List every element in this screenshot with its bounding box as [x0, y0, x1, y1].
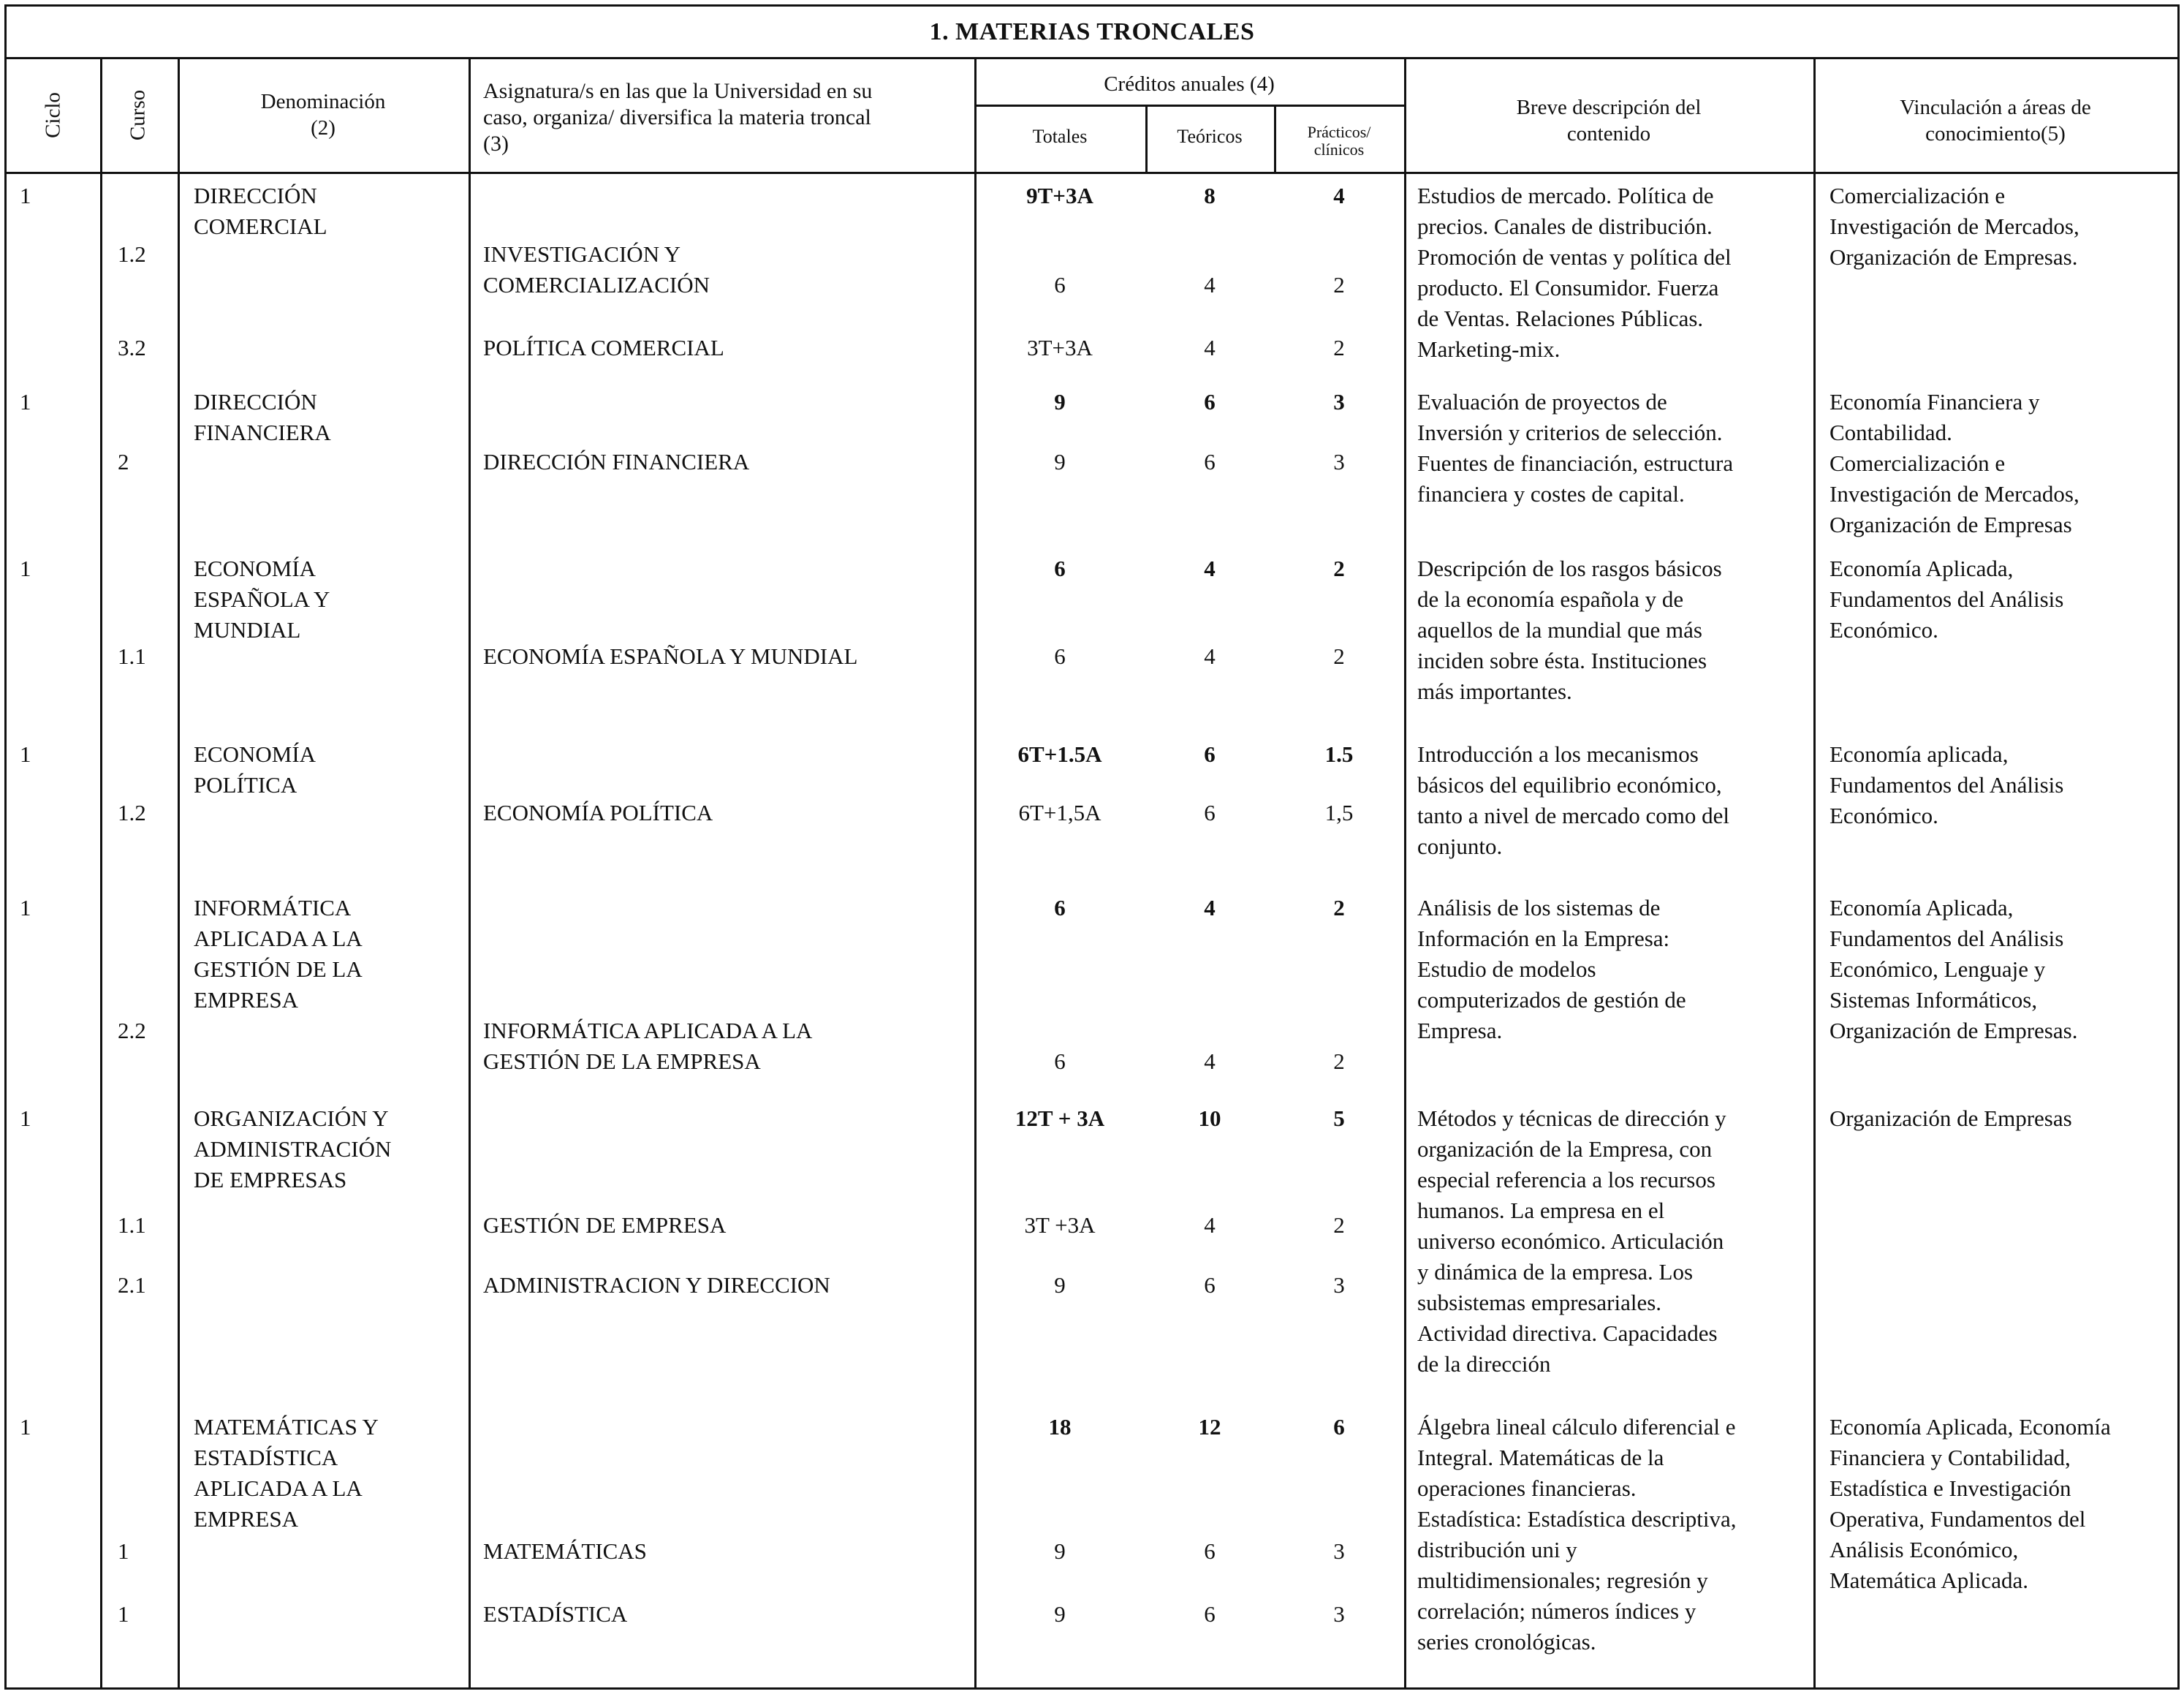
cell-descripcion: de la economía española y de: [1417, 586, 1684, 612]
cell-totales: 9: [1054, 389, 1066, 415]
cell-descripcion: aquellos de la mundial que más: [1417, 617, 1702, 643]
cell-ciclo: 1: [20, 895, 31, 920]
cell-descripcion: financiera y costes de capital.: [1417, 481, 1685, 507]
cell-subject-totales: 9: [1054, 449, 1066, 474]
cell-subject-teoricos: 4: [1204, 1212, 1216, 1238]
column-divider: [974, 59, 977, 1690]
cell-denominacion: FINANCIERA: [194, 420, 331, 445]
header-denominacion-note: (2): [311, 116, 335, 140]
cell-teoricos: 6: [1204, 741, 1216, 767]
cell-denominacion: ECONOMÍA: [194, 741, 316, 767]
cell-asignatura: COMERCIALIZACIÓN: [483, 272, 710, 298]
cell-descripcion: Inversión y criterios de selección.: [1417, 420, 1723, 445]
cell-practicos: 3: [1333, 389, 1345, 415]
cell-vinculacion: Economía Aplicada, Economía: [1830, 1414, 2111, 1440]
cell-descripcion: Marketing-mix.: [1417, 336, 1561, 362]
header-asignaturas-line2: caso, organiza/ diversifica la materia troncal: [483, 105, 871, 129]
cell-subject-totales: 6T+1,5A: [1018, 800, 1102, 825]
header-descripcion: [1404, 94, 1813, 147]
header-creditos: Créditos anuales (4): [1104, 72, 1275, 96]
cell-descripcion: de Ventas. Relaciones Públicas.: [1417, 306, 1704, 331]
cell-subject-totales: 6: [1054, 272, 1066, 298]
column-divider: [1813, 59, 1816, 1690]
cell-denominacion: EMPRESA: [194, 987, 298, 1013]
cell-asignatura: POLÍTICA COMERCIAL: [483, 335, 724, 360]
cell-curso: 1.1: [118, 1212, 146, 1238]
header-asignaturas-line3: (3): [483, 132, 509, 156]
cell-descripcion: Introducción a los mecanismos: [1417, 741, 1699, 767]
column-divider: [469, 59, 471, 1690]
cell-denominacion: ECONOMÍA: [194, 556, 316, 581]
cell-subject-teoricos: 4: [1204, 643, 1216, 669]
cell-vinculacion: Estadística e Investigación: [1830, 1475, 2071, 1501]
cell-descripcion: producto. El Consumidor. Fuerza: [1417, 275, 1719, 300]
cell-curso: 1.2: [118, 800, 146, 825]
column-divider: [1404, 59, 1406, 1690]
cell-descripcion: organización de la Empresa, con: [1417, 1136, 1713, 1162]
cell-descripcion: correlación; números índices y: [1417, 1598, 1696, 1624]
header-teoricos: Teóricos: [1177, 126, 1243, 147]
cell-descripcion: conjunto.: [1417, 833, 1503, 859]
cell-descripcion: Estudios de mercado. Política de: [1417, 183, 1714, 208]
cell-descripcion: multidimensionales; regresión y: [1417, 1568, 1708, 1593]
column-divider: [178, 59, 180, 1690]
header-denominacion: [178, 88, 469, 141]
header-vinculacion-line2: conocimiento(5): [1925, 122, 2066, 145]
cell-asignatura: ECONOMÍA POLÍTICA: [483, 800, 713, 825]
cell-subject-practicos: 2: [1333, 643, 1345, 669]
cell-subject-totales: 6: [1054, 1048, 1066, 1074]
cell-teoricos: 12: [1198, 1414, 1221, 1440]
cell-vinculacion: Análisis Económico,: [1830, 1537, 2019, 1562]
cell-descripcion: Análisis de los sistemas de: [1417, 895, 1661, 920]
cell-vinculacion: Organización de Empresas: [1830, 512, 2072, 537]
cell-practicos: 6: [1333, 1414, 1345, 1440]
cell-curso: 2.1: [118, 1272, 146, 1298]
cell-totales: 18: [1048, 1414, 1072, 1440]
cell-subject-teoricos: 6: [1204, 800, 1216, 825]
cell-vinculacion: Fundamentos del Análisis: [1830, 586, 2064, 612]
cell-vinculacion: Matemática Aplicada.: [1830, 1568, 2028, 1593]
cell-subject-totales: 3T+3A: [1027, 335, 1093, 360]
cell-subject-practicos: 1,5: [1324, 800, 1354, 825]
cell-denominacion: GESTIÓN DE LA: [194, 956, 363, 982]
cell-descripcion: especial referencia a los recursos: [1417, 1167, 1715, 1192]
cell-practicos: 2: [1333, 556, 1345, 581]
header-bottom-rule: [7, 172, 2177, 174]
cell-practicos: 1.5: [1324, 741, 1354, 767]
cell-descripcion: Promoción de ventas y política del: [1417, 244, 1732, 270]
cell-vinculacion: Financiera y Contabilidad,: [1830, 1445, 2071, 1470]
cell-curso: 2: [118, 449, 129, 474]
cell-vinculacion: Economía Financiera y: [1830, 389, 2040, 415]
cell-teoricos: 4: [1204, 556, 1216, 581]
cell-descripcion: Integral. Matemáticas de la: [1417, 1445, 1664, 1470]
cell-subject-teoricos: 4: [1204, 335, 1216, 360]
cell-descripcion: inciden sobre ésta. Instituciones: [1417, 648, 1707, 673]
cell-ciclo: 1: [20, 1414, 31, 1440]
cell-vinculacion: Fundamentos del Análisis: [1830, 772, 2064, 798]
header-vinculacion: [1813, 94, 2177, 147]
cell-denominacion: ESPAÑOLA Y: [194, 586, 330, 612]
cell-practicos: 5: [1333, 1105, 1345, 1131]
cell-descripcion: computerizados de gestión de: [1417, 987, 1686, 1013]
cell-denominacion: INFORMÁTICA: [194, 895, 352, 920]
cell-descripcion: Álgebra lineal cálculo diferencial e: [1417, 1414, 1736, 1440]
header-practicos-line1: Prácticos/: [1307, 123, 1371, 141]
cell-subject-totales: 9: [1054, 1272, 1066, 1298]
cell-vinculacion: Fundamentos del Análisis: [1830, 926, 2064, 951]
cell-vinculacion: Economía aplicada,: [1830, 741, 2009, 767]
cell-vinculacion: Organización de Empresas.: [1830, 244, 2078, 270]
cell-subject-practicos: 2: [1333, 272, 1345, 298]
cell-subject-totales: 9: [1054, 1601, 1066, 1627]
cell-denominacion: APLICADA A LA: [194, 926, 363, 951]
cell-subject-practicos: 2: [1333, 335, 1345, 360]
cell-ciclo: 1: [20, 1105, 31, 1131]
header-totales: Totales: [1032, 126, 1088, 147]
cell-curso: 2.2: [118, 1018, 146, 1043]
cell-descripcion: Empresa.: [1417, 1018, 1503, 1043]
cell-asignatura: DIRECCIÓN FINANCIERA: [483, 449, 750, 474]
header-practicos: [1274, 124, 1404, 159]
cell-totales: 6: [1054, 895, 1066, 920]
cell-denominacion: EMPRESA: [194, 1506, 298, 1532]
cell-descripcion: distribución uni y: [1417, 1537, 1577, 1562]
cell-denominacion: COMERCIAL: [194, 213, 327, 239]
cell-denominacion: ESTADÍSTICA: [194, 1445, 338, 1470]
cell-curso: 3.2: [118, 335, 146, 360]
cell-subject-teoricos: 4: [1204, 272, 1216, 298]
cell-asignatura: ECONOMÍA ESPAÑOLA Y MUNDIAL: [483, 643, 858, 669]
cell-subject-totales: 6: [1054, 643, 1066, 669]
cell-ciclo: 1: [20, 556, 31, 581]
cell-totales: 6: [1054, 556, 1066, 581]
cell-subject-teoricos: 6: [1204, 449, 1216, 474]
cell-descripcion: tanto a nivel de mercado como del: [1417, 803, 1729, 828]
cell-descripcion: Descripción de los rasgos básicos: [1417, 556, 1722, 581]
cell-asignatura: GESTIÓN DE EMPRESA: [483, 1212, 727, 1238]
cell-vinculacion: Investigación de Mercados,: [1830, 481, 2079, 507]
cell-vinculacion: Económico.: [1830, 803, 1938, 828]
cell-vinculacion: Economía Aplicada,: [1830, 556, 2014, 581]
cell-vinculacion: Económico.: [1830, 617, 1938, 643]
cell-subject-practicos: 2: [1333, 1212, 1345, 1238]
cell-teoricos: 10: [1198, 1105, 1221, 1131]
header-curso: Curso: [126, 89, 150, 141]
cell-subject-totales: 9: [1054, 1538, 1066, 1564]
cell-subject-practicos: 2: [1333, 1048, 1345, 1074]
cell-curso: 1: [118, 1601, 129, 1627]
cell-descripcion: Información en la Empresa:: [1417, 926, 1670, 951]
cell-denominacion: MUNDIAL: [194, 617, 301, 643]
cell-vinculacion: Sistemas Informáticos,: [1830, 987, 2038, 1013]
cell-vinculacion: Económico, Lenguaje y: [1830, 956, 2046, 982]
cell-denominacion: MATEMÁTICAS Y: [194, 1414, 379, 1440]
cell-subject-teoricos: 4: [1204, 1048, 1216, 1074]
cell-asignatura: ESTADÍSTICA: [483, 1601, 628, 1627]
cell-descripcion: y dinámica de la empresa. Los: [1417, 1259, 1694, 1285]
cell-asignatura: GESTIÓN DE LA EMPRESA: [483, 1048, 761, 1074]
cell-totales: 9T+3A: [1026, 183, 1093, 208]
header-asignaturas-line1: Asignatura/s en las que la Universidad en su: [483, 79, 873, 103]
cell-vinculacion: Comercialización e: [1830, 450, 2006, 476]
cell-descripcion: Actividad directiva. Capacidades: [1417, 1320, 1718, 1346]
cell-subject-practicos: 3: [1333, 1538, 1345, 1564]
cell-descripcion: Evaluación de proyectos de: [1417, 389, 1667, 415]
cell-vinculacion: Comercialización e: [1830, 183, 2006, 208]
cell-practicos: 4: [1333, 183, 1345, 208]
cell-subject-totales: 3T +3A: [1024, 1212, 1096, 1238]
header-practicos-line2: clínicos: [1313, 140, 1365, 159]
cell-subject-teoricos: 6: [1204, 1272, 1216, 1298]
cell-denominacion: APLICADA A LA: [194, 1475, 363, 1501]
cell-practicos: 2: [1333, 895, 1345, 920]
cell-descripcion: más importantes.: [1417, 678, 1572, 704]
cell-denominacion: POLÍTICA: [194, 772, 297, 798]
cell-asignatura: MATEMÁTICAS: [483, 1538, 647, 1564]
cell-teoricos: 4: [1204, 895, 1216, 920]
cell-totales: 12T + 3A: [1015, 1105, 1105, 1131]
cell-ciclo: 1: [20, 389, 31, 415]
cell-descripcion: Estudio de modelos: [1417, 956, 1596, 982]
cell-denominacion: ORGANIZACIÓN Y: [194, 1105, 389, 1131]
cell-denominacion: DE EMPRESAS: [194, 1167, 347, 1192]
cell-vinculacion: Organización de Empresas: [1830, 1105, 2072, 1131]
cell-descripcion: subsistemas empresariales.: [1417, 1290, 1662, 1315]
cell-vinculacion: Investigación de Mercados,: [1830, 213, 2079, 239]
cell-ciclo: 1: [20, 741, 31, 767]
header-ciclo: Ciclo: [41, 92, 65, 138]
cell-denominacion: ADMINISTRACIÓN: [194, 1136, 392, 1162]
cell-descripcion: humanos. La empresa en el: [1417, 1198, 1665, 1223]
cell-ciclo: 1: [20, 183, 31, 208]
cell-descripcion: operaciones financieras.: [1417, 1475, 1637, 1501]
cell-descripcion: Métodos y técnicas de dirección y: [1417, 1105, 1726, 1131]
cell-teoricos: 6: [1204, 389, 1216, 415]
cell-subject-teoricos: 6: [1204, 1601, 1216, 1627]
header-asignaturas: [483, 78, 973, 157]
header-descripcion-line2: contenido: [1566, 122, 1651, 145]
cell-subject-practicos: 3: [1333, 1272, 1345, 1298]
header-descripcion-line1: Breve descripción del: [1516, 96, 1702, 119]
cell-subject-practicos: 3: [1333, 1601, 1345, 1627]
cell-descripcion: Fuentes de financiación, estructura: [1417, 450, 1734, 476]
cell-curso: 1.2: [118, 241, 146, 267]
document-title: 1. MATERIAS TRONCALES: [7, 7, 2177, 59]
cell-descripcion: series cronológicas.: [1417, 1629, 1596, 1655]
cell-asignatura: INFORMÁTICA APLICADA A LA: [483, 1018, 813, 1043]
header-denominacion-label: Denominación: [260, 90, 386, 113]
cell-asignatura: ADMINISTRACION Y DIRECCION: [483, 1272, 830, 1298]
column-divider: [100, 59, 102, 1690]
cell-vinculacion: Contabilidad.: [1830, 420, 1952, 445]
cell-descripcion: Estadística: Estadística descriptiva,: [1417, 1506, 1737, 1532]
credits-header-divider: [974, 105, 1404, 107]
document-sheet: [4, 4, 2180, 1690]
cell-descripcion: universo económico. Articulación: [1417, 1228, 1724, 1254]
cell-subject-practicos: 3: [1333, 449, 1345, 474]
cell-curso: 1.1: [118, 643, 146, 669]
cell-asignatura: INVESTIGACIÓN Y: [483, 241, 681, 267]
cell-teoricos: 8: [1204, 183, 1216, 208]
cell-subject-teoricos: 6: [1204, 1538, 1216, 1564]
cell-denominacion: DIRECCIÓN: [194, 183, 317, 208]
cell-vinculacion: Economía Aplicada,: [1830, 895, 2014, 920]
cell-denominacion: DIRECCIÓN: [194, 389, 317, 415]
cell-vinculacion: Operativa, Fundamentos del: [1830, 1506, 2086, 1532]
cell-descripcion: básicos del equilibrio económico,: [1417, 772, 1722, 798]
cell-curso: 1: [118, 1538, 129, 1564]
cell-totales: 6T+1.5A: [1017, 741, 1102, 767]
header-vinculacion-line1: Vinculación a áreas de: [1900, 96, 2091, 119]
cell-descripcion: precios. Canales de distribución.: [1417, 213, 1713, 239]
cell-vinculacion: Organización de Empresas.: [1830, 1018, 2078, 1043]
cell-descripcion: de la dirección: [1417, 1351, 1551, 1377]
